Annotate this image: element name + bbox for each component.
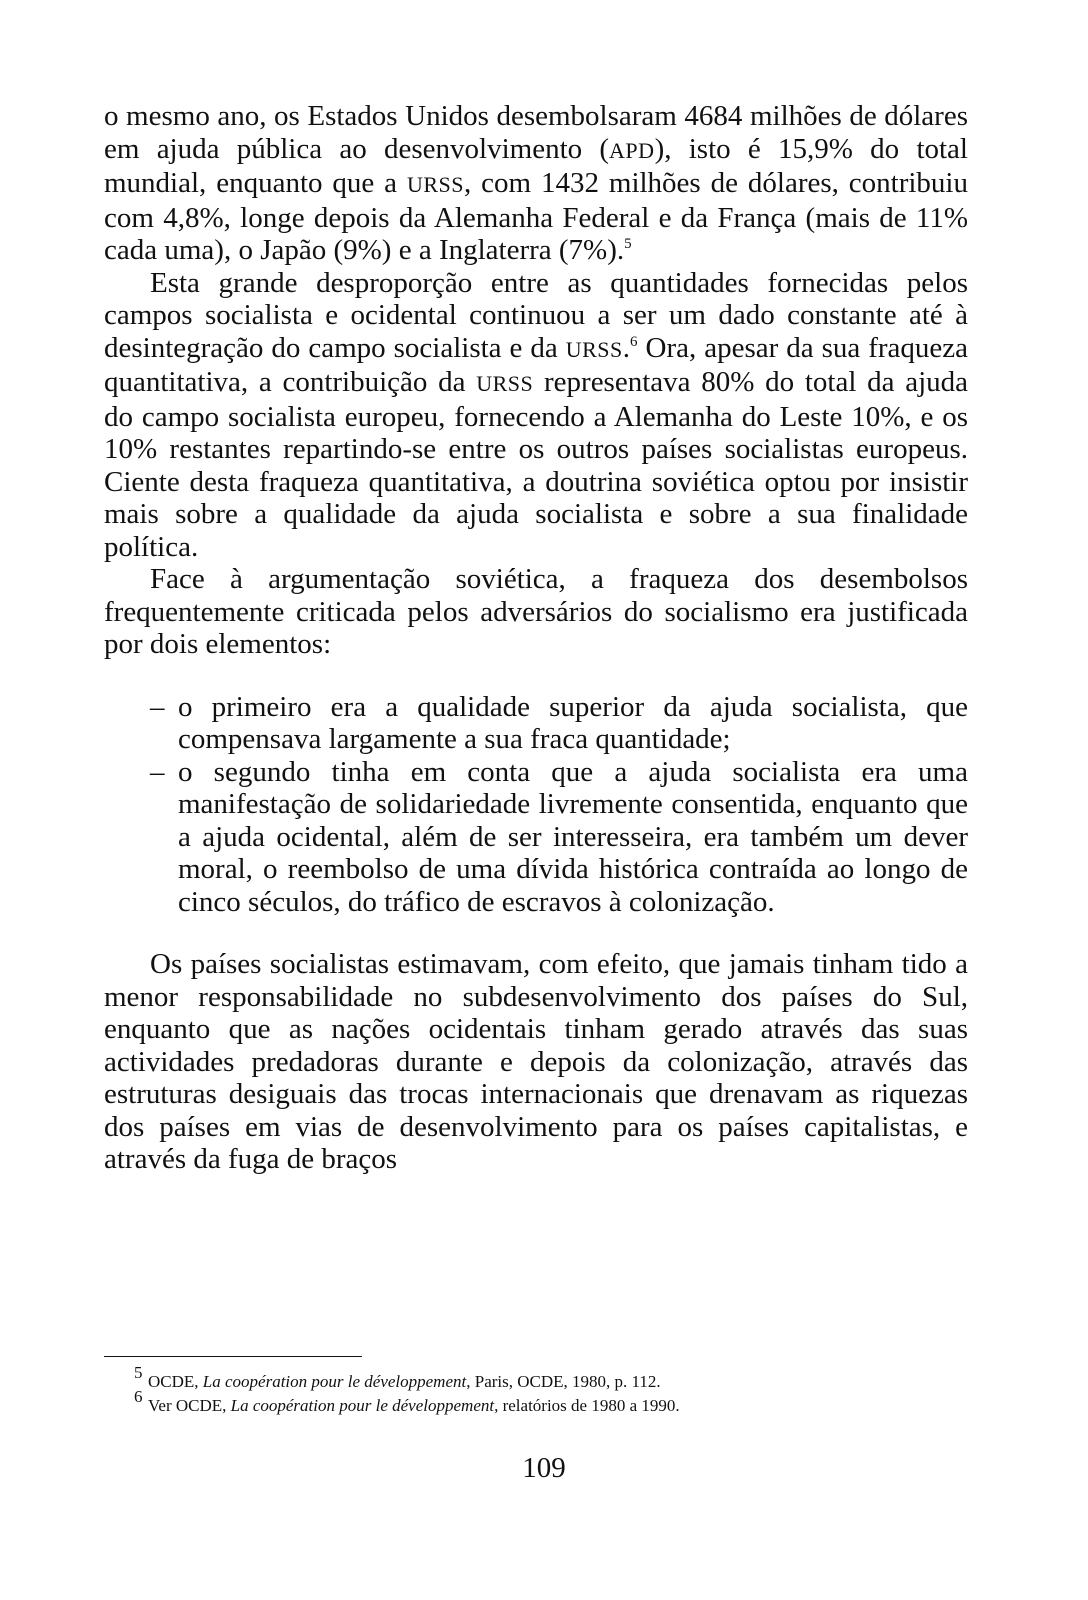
footnote-text: , Paris, OCDE, 1980, p. 112.: [466, 1372, 661, 1391]
acronym-urss: URSS: [406, 172, 464, 197]
footnote-text: Ver OCDE,: [148, 1396, 231, 1415]
dash-marker: –: [150, 755, 165, 788]
text-run: o mesmo ano, os Estados Unidos desembolsaram 4684 milhões de dólares em ajuda pública ao desenvolvimento (: [104, 100, 968, 165]
text-run: , com 1432 milhões de dólares, contribuiu com 4,8%, longe depois da Alemanha Federal e da França (mais de 11% cada uma), o Japão (9%) e a Inglaterra (7%).: [104, 167, 968, 266]
list-item-text: o primeiro era a qualidade superior da ajuda socialista, que compensava largamente a sua fraca quantidade;: [178, 690, 968, 755]
paragraph-2: [104, 267, 968, 564]
body-text: [104, 100, 968, 1176]
footnotes: [104, 1363, 968, 1418]
acronym-urss: URSS: [565, 336, 623, 362]
dash-marker: –: [150, 690, 165, 723]
text-run: representava 80% do total da ajuda do campo socialista europeu, fornecendo a Alemanha do Leste 10%, e os 10% restantes repartindo-se entre os outros países socialistas europeus. Ciente desta fraqueza quantitativa, a doutrina soviética optou por insistir mais sobre a qualidade da ajuda socialista e sobre a sua finalidade política.: [104, 366, 968, 563]
footnote-title: La coopération pour le développement: [202, 1372, 467, 1391]
paragraph-4: Os países socialistas estimavam, com efeito, que jamais tinham tido a menor responsabilidade no subdesenvolvimento dos países do Sul, enquanto que as nações ocidentais tinham gerado através das suas actividades predadoras durante e depois da colonização, através das estruturas desiguais das trocas internacionais que drenavam as riquezas dos países em vias de desenvolvimento para os países capitalistas, e através da fuga de braços: [104, 948, 968, 1175]
list-item: [150, 756, 968, 919]
text-run: ), isto é 15,9% do total mundial, enquanto que a: [104, 132, 968, 199]
text-run: .: [622, 331, 631, 364]
list-item-text: o segundo tinha em conta que a ajuda socialista era uma manifestação de solidariedade livremente consentida, enquanto que a ajuda ocidental, além de ser interesseira, era também um dever moral, o reembolso de uma dívida histórica contraída ao longo de cinco séculos, do tráfico de escravos à colonização.: [178, 755, 968, 918]
footnote-title: La coopération pour le développement: [230, 1396, 495, 1415]
page-number: 109: [522, 1452, 566, 1484]
footnote-text: OCDE,: [148, 1372, 203, 1391]
text-run: Esta grande desproporção entre as quantidades fornecidas pelos campos socialista e ocidental continuou a ser um dado constante até à desintegração do campo socialista e da: [104, 266, 968, 364]
acronym-urss: URSS: [476, 371, 534, 396]
list-item: [150, 691, 968, 756]
footnote-ref-6: 6: [630, 333, 638, 350]
footnote-number: 6: [134, 1387, 143, 1406]
footnote-separator: [104, 1356, 362, 1357]
paragraph-3: Face à argumentação soviética, a fraqueza dos desembolsos frequentemente criticada pelos adversários do socialismo era justificada por dois elementos:: [104, 563, 968, 660]
footnote-ref-5: 5: [624, 236, 632, 252]
bullet-list: [104, 691, 968, 919]
text-run: Ora, apesar da sua fraqueza quantitativa, a contribuição da: [104, 331, 969, 398]
acronym-apd: APD: [609, 137, 655, 163]
footnote-text: , relatórios de 1980 a 1990.: [494, 1396, 680, 1415]
footnote-5: [104, 1363, 968, 1394]
footnote-number: 5: [134, 1363, 143, 1382]
paragraph-1: [104, 100, 968, 267]
footnote-6: [104, 1387, 968, 1418]
